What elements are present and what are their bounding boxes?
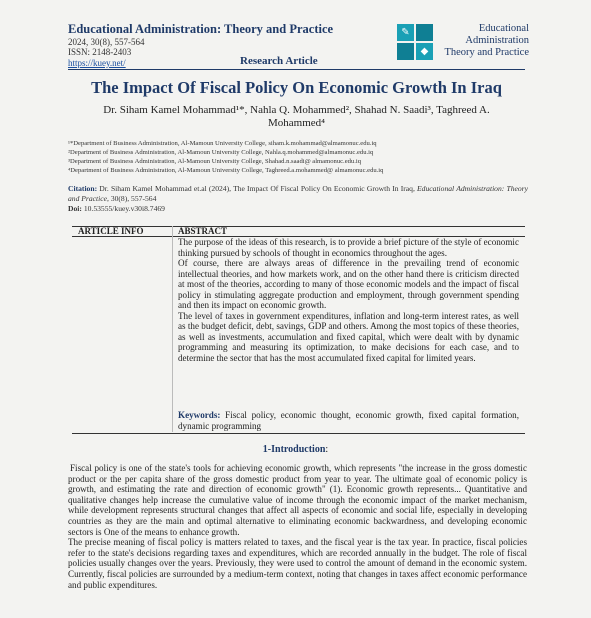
- section-heading-text: 1-Introduction: [262, 444, 326, 455]
- abstract-paragraph: The purpose of the ideas of this research, is to provide a brief picture of the style of economic thinking pursued by schools of thought in economics throughout the ages.: [178, 237, 519, 258]
- journal-logo-icon: ✎ ◆: [397, 24, 433, 60]
- paper-authors: Dr. Siham Kamel Mohammad¹*, Nahla Q. Mohammed², Shahad N. Saadi³, Taghreed A. Mohammed⁴: [103, 104, 490, 129]
- article-info-heading: ARTICLE INFO: [78, 226, 144, 236]
- journal-name: Educational Administration: Theory and Practice: [68, 22, 334, 36]
- citation: [68, 184, 528, 203]
- doi-label: Doi:: [68, 204, 82, 213]
- logo-line: Educational: [478, 23, 529, 34]
- citation-journal: Educational Administration: Theory and Practice: [68, 184, 528, 203]
- abstract-heading: ABSTRACT: [178, 226, 228, 236]
- section-heading-introduction: [0, 444, 591, 455]
- abstract-paragraph: The level of taxes in government expenditures, inflation and long-term interest rates, as well as the budget deficit, debt, savings, GDP and others. Among the most topics of these theories, as well as investments, accumulation and fixed capital, which were dealt with by dynamic programming and measuring its optimization, to make decisions for each case, and to determine the sector that has the most accumulated fixed capital for limited years.: [178, 310, 519, 363]
- journal-logo-text: [437, 23, 529, 59]
- body-paragraph: Fiscal policy is one of the state's tools for achieving economic growth, which represents "the increase in the gross domestic product or the per capita share of the gross domestic product from year to year. The ultimate goal of economic policy is growth, and estimating the rate and direction of economic growth" (1). Economic growth represents... Quantitative and qualitative changes help increase the cumulative value of income through the economic impact of the market mechanism, while development represents structural changes that affect all aspects of economic and social life, especially in developing countries as they are the main and optimal alternative to eliminating economic backwardness, and developing economic sectors is One of the means to enhance growth.: [68, 463, 527, 537]
- keywords-label: Keywords:: [178, 410, 221, 420]
- affiliation: ¹*Department of Business Administration, Al-Mamoun University College, siham.k.mohammad@almamonuc.edu.iq: [68, 140, 377, 147]
- journal-issn: ISSN: 2148-2403: [68, 47, 132, 57]
- citation-text: Dr. Siham Kamel Mohammad et.al (2024), The Impact Of Fiscal Policy On Economic Growth In Iraq,: [97, 184, 418, 193]
- paper-title: The Impact Of Fiscal Policy On Economic Growth In Iraq: [91, 78, 502, 97]
- journal-link[interactable]: https://kuey.net/: [68, 58, 126, 68]
- abstract-paragraph: Of course, there are always areas of difference in the prevailing trend of economic intellectual theories, and how markets work, and on the other hand there is criticism directed at most of the theories, according to many of those economic models and the impact of fiscal policy in stimulating aggregate production and employment, through government spending and then its impact on economic growth.: [178, 258, 519, 310]
- article-type: Research Article: [240, 55, 318, 67]
- keywords: [178, 410, 519, 431]
- abstract-body: [178, 237, 519, 363]
- affiliation: ²Department of Business Administration, Al-Mamoun University College, Nahla.q.mohammed@almamonuc.edu.iq: [68, 149, 374, 156]
- keywords-text: Fiscal policy, economic thought, economic growth, fixed capital formation, dynamic programming: [178, 410, 519, 431]
- section-heading-colon: :: [325, 444, 329, 455]
- logo-line: Theory and Practice: [444, 47, 529, 58]
- body-paragraph: The precise meaning of fiscal policy is matters related to taxes, and the fiscal year is the tax year. In practice, fiscal policies refer to the state's decisions regarding taxes and expenditures, which are recorded annually in the budget. The role of fiscal policies usually changes over the years. Previously, they were used to control the amount of demand in the economic system. Currently, fiscal policies are surrounded by a medium-term context, noting that changes in taxes affect economic performance and public expenditures.: [68, 537, 527, 590]
- logo-line: Administration: [465, 35, 529, 46]
- journal-logo: [397, 22, 530, 64]
- doi-value: 10.53555/kuey.v30i8.7469: [81, 204, 165, 213]
- citation-label: Citation:: [68, 184, 98, 193]
- journal-volume: 2024, 30(8), 557-564: [68, 37, 145, 47]
- citation-tail: , 30(8), 557-564: [107, 193, 157, 203]
- affiliation: ³Department of Business Administration, Al-Mamoun University College, Shahad.n.saadi@ almamonuc.edu.iq: [68, 158, 361, 165]
- affiliation: ⁴Department of Business Administration, Al-Mamoun University College, Taghreed.a.mohammed@ almamonuc.edu.iq: [68, 167, 384, 174]
- introduction-body: [68, 463, 527, 590]
- keywords-rule: [72, 433, 525, 434]
- info-column-divider: [172, 226, 173, 432]
- header-divider: [68, 69, 525, 70]
- doi: [68, 204, 165, 213]
